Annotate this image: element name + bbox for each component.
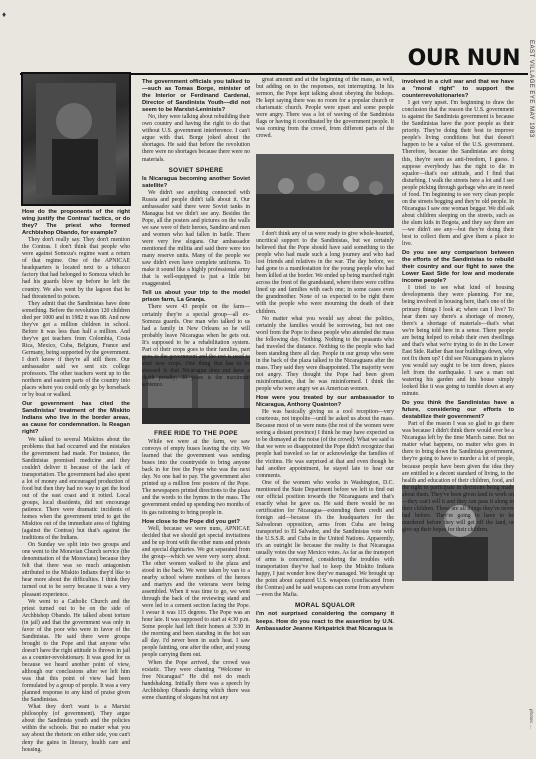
- answer-paragraph: No matter what you would say about the politics, certainly the families would be sorrowing, but not one word from the Pope to these people who attended the mass the following day. Nothing. Nothing to the peasants who had traveled the distance. Nothing to the people who had been standing there all day. People in our group who were in the back of the plaza talked to the Nicaraguans after the mass. They said they were disappointed. The majority were not angry. They thought the Pope had been given misinformation, that he was misinformed. I think the people who were angry we as American women.: [256, 315, 394, 393]
- section-heading: FREE RIDE TO THE POPE: [154, 430, 238, 437]
- question: Do you see any comparison between the efforts of the Sandinistas to rebuild their country and our fight to save the Lower East Side for low and moderate income people?: [402, 250, 514, 285]
- question: How were you treated by our ambassador to Nicaragua, Anthony Quainton?: [256, 395, 394, 409]
- question: How close to the Pope did you get?: [142, 518, 240, 525]
- question: I'm not surprised considering the company it keeps. How do you react to the assertion by U.N. Ambassador Jeanne Kirkpatrick that Nicaragua is: [256, 611, 394, 632]
- photo-crowd: [256, 154, 394, 228]
- article-title: OUR NUN: [407, 46, 520, 71]
- corner-mark: ♦: [2, 10, 7, 19]
- answer-paragraph: There were 43 people on the farm—certainly they're a special group—all ex-Somoza guards. One man who talked to us had a family in New Orleans so he will probably leave Nicaragua when he gets out. It's supposed to be a rehabilitation system. Part of their crops goes to their families, part goes to the government and the rest is used to start new crops. One thing that has to be stressed is that Nicaragua does not have a death penalty; 30 years is the maximum sentence.: [142, 304, 250, 388]
- question: Is Nicaragua becoming another Soviet satellite?: [142, 175, 250, 189]
- photo-crowd-image: [256, 154, 394, 228]
- section-heading: SOVIET SPHERE: [168, 166, 224, 174]
- question: involved in a civil war and that we have a "moral right" to support the counterrevolutionaries?: [402, 79, 514, 100]
- answer-paragraph: They don't really say. They don't mention the Contras. I don't think that people who were against Somoza's regime want a return of that regime. One of the APNICAE headquarters is located next to a tobacco factory that had belonged to Somoza which he had his guards blow up before he left the country. We also went by the lagoon that he had threatened to poison.: [22, 237, 130, 300]
- column-2-lower: [142, 427, 250, 702]
- answer-paragraph: They admit that the Sandinistas have done something. Before the revolution 120 children died per 1000 and in 1982 it was 88. And now they've got a million children in school. Before it was less than half a million. And they've got teachers from Colombia, Costa Rica, Mexico, Cuba, Belgium, France and Germany, being supported by the government. I don't know if they're all still there. Our ambassador said we sent six college professors. The other teachers went up to the northern and eastern parts of the country into places where you could only go by horseback or by boat or walked.: [22, 300, 130, 399]
- answer-paragraph: On Sunday we split into two groups and one went to the Moravian Church service (the denomination of the Moravians) because they felt that there was so much antagonism attributed to the Miskito Indians they'd like to hear more about the difficulties. I think they turned out to be sorry because it was a very pleasant experience.: [22, 542, 130, 598]
- photo-archbishop: [22, 73, 130, 205]
- question: Tell us about your trip to the model prison farm, La Granja.: [142, 290, 250, 304]
- answer-paragraph: great amount and at the beginning of the mass, as well, but adding on to the responses, not interrupting. In his sermon, the Pope kept talking about obeying the bishops. He kept saying there was no room for a popular church or charismatic church. People were upset and some people were angry. There was a lot of waving of the Sandinista flags or having it coordinated by the government people. It was coming from the crowd, from different parts of the crowd.: [256, 77, 394, 140]
- answer-paragraph: I tried to see what kind of housing developments they were planning. For me, being involved in housing here, that's one of the primary things I look at; where can I live? To hear them say there's a shortage of money, there's a shortage of materials—that's what we're being told here in a sense. There people are being helped to rehab their own dwellings and that's what we're trying to do in the Lower East Side. Rather than tear buildings down, why not fix them up? I did see Nicaraguans in places you would say ought to be torn down, places left from the earthquake. I saw a man out watering his garden and his house simply looked like it was going to tumble down at any minute.: [402, 285, 514, 398]
- section-heading: MORAL SQUALOR: [294, 602, 356, 610]
- column-2: [142, 77, 251, 388]
- question: Our government has cited the Sandinistas' treatment of the Miskito Indians who live in the border areas, as cause for condemnation. Is Reagan right?: [22, 401, 130, 436]
- answer-paragraph: What they don't want is a Marxist philosophy (of government). They argue about the Sandinista youth and the policies within the schools. But no matter what you say about the rhetoric on either side, you can't deny the gains in literacy, health care and housing.: [22, 704, 130, 753]
- question: The government officials you talked to—such as Tomas Borge, minister of the Interior or Ferdinand Cardenal, Director of Sandinista Youth—did not seem to be Marxist-Leninists?: [142, 79, 250, 114]
- answer-paragraph: He was basically giving us a cool reception—very courteous, not impolite—until he asked us about the mass. Because most of us were nuns (the rest of the women were seeing a distant province) I think he may have expected us to be dismayed at the noise (of the crowd). What we said is that we were so disappointed the Pope didn't recognize that people had traveled so far or acknowledge the families of the victims. He was surprised at that and even though he had another appointment, he stayed late to hear our comments.: [256, 409, 394, 479]
- column-3-lower: [256, 231, 394, 633]
- answer-paragraph: Part of the reason I was so glad to go there was because I didn't think there would ever be a Nicaragua left by the time March came. But no matter what happens, no matter who goes in there to bring down the Sandinista government, they're going to have to murder a lot of people, because people have been given the idea they are entitled to a decent standard of living, to the health and education of their children, food, and the right to participate in decisions being made about them. They've been given land to work on—they can't sell it and they can pass it along to their children. These are all things they've never had before. They're going to have to be murdered before they will get off the land, or give up their hopes for their children.: [402, 421, 514, 533]
- answer-paragraph: When the Pope arrived, the crowd was ecstatic. They were chanting "Welcome to free Nicaragua!" He did not do much handshaking. Initially there was a speech by Archbishop Obando during which there was some chanting of slogans but not any: [142, 659, 250, 701]
- column-3-upper: [256, 77, 394, 153]
- photo-credit: photos: ...: [529, 709, 534, 729]
- answer-paragraph: One of the women who works in Washington, D.C. mentioned the State Department before we left to find out our official position towards the Nicaraguans and that's exactly what he gave us. He said there would be no certification for Nicaragua—extending them credit and foreign aid—because it's the headquarters for the Salvadoran opposition, arms from Cuba are being transported to El Salvador, and the Sandinistas vote with the U.S.S.R. and Cuba in the United Nations. Apparently, it's an outright lie because the reality is that Nicaragua usually votes the way Mexico votes. As far as the transport of arms is concerned, considering the troubles with transportation they've had to keep the Miskito Indians happy, I just wonder how they've managed. We brought up the point about captured U.S. weapons (confiscated from the Contras) and he said weapons can come from anywhere—even the Mafia.: [256, 479, 394, 599]
- page-folio: EAST VILLAGE EYE MAY 1983: [528, 40, 534, 138]
- answer-paragraph: We didn't see anything connected with Russia and people didn't talk about it. Our ambassador said there were Soviet tanks in Managua but we didn't see any. Besides the Pope, all the posters and pictures on the walls we saw were of their heroes, Sandino and men and women who had fallen in battle. There were very few slogans. Our ambassador mentioned the militia and said there were too many reserve units. Many of the people we saw didn't even have complete uniforms. To make it sound like a highly professional army that is well-equipped is just a little bit exaggerated.: [142, 189, 251, 288]
- column-4: [402, 77, 514, 533]
- answer-paragraph: I get very upset. I'm beginning to draw the conclusion that the reason the U.S. government is against the Sandinista government is because the Sandinistas have the poor people as their priority. They're doing their best to improve people's living conditions but that doesn't happen to be a value of the U.S. government. Therefore, because the Sandinistas are doing this, they're seen as anti-freedom, I guess. I suppose everybody has the right to die in squalor—that's our attitude, and I find that disturbing. I walk the streets here a lot and I see people picking through garbage who are in need of food. I'm beginning to see very clean people on the streets begging and they're old people. In Nicaragua I saw one woman beggar. We did ask about children sleeping on the streets, such as the slum kids in Bogota, and they say there are—we didn't see any—but they're doing their best to collect them and give them a place to live.: [402, 100, 514, 248]
- column-1: [22, 207, 130, 754]
- answer-paragraph: I don't think any of us were ready to give whole-hearted, uncritical support to the Sandinistas, but we certainly believed that the Pope should have said something to the people who had made such a long journey and who had lost friends and relatives in the war. The day before, we had gone to a manifestation for the young people who had been killed at the border. We ended up being marched right across the front of the grandstand, where there were coffins lined up and families with each one; in some cases even the grandmother. None of us expected to be right there with the people who were mourning the death of their children.: [256, 231, 394, 315]
- question: How do the proponents of the right wing justify the Contras' tactics, or do they? The priest who formed Archbishop Obando, for example?: [22, 209, 130, 237]
- answer-paragraph: We went to a Catholic Church and the priest turned out to be on the side of Archbishop Obando. He talked about torture (in jail) and that the government was only in favor of the poor who were in favor of the Sandinistas. He said there were groups brought to the Pope and that anyone who doesn't have the right attitude is thrown in jail as a counter-revolutionary. It was good for us because we heard another point of view, although our conclusions after we left him was that this point of view had been formulated by a group of people. It was a very planned response to any kind of praise given the Sandinistas.: [22, 598, 130, 704]
- question: Do you think the Sandinistas have a future, considering our efforts to destabilize their government?: [402, 400, 514, 421]
- answer-paragraph: Well, because we were nuns, APNICAE decided that we should get special invitations and be up front with the other nuns and priests and special dignitaries. We got separated from the group—which we were very sorry about. The other women walked to the plaza and stood in the back. We were taken by van to a nearby school where mothers of the heroes and martyrs and the veterans were being assembled. When it was time to go, we went through the back of the reviewing stand and were led to a cement section facing the Pope. I swear it was 115 degrees. The Pope was an hour late. It was supposed to start at 4:30 p.m. Some people had left their homes at 3:30 in the morning and been standing in the hot sun all day. I'd never been in such heat. I saw people fainting, one after the other, and young people carrying them out.: [142, 525, 250, 659]
- answer-paragraph: While we were at the farm, we saw convoys of empty buses leaving the city. We learned that the government was sending buses into the countryside to bring anyone back in for free the Pope who was the next day. No one had to pay. The government also printed up a million free posters of the Pope. The newspapers printed directions to the plaza and the words to the hymns in the mass. The government ended up spending two months of its gas rationing to bring people in.: [142, 439, 250, 516]
- answer-paragraph: We talked to several Miskitos about the problems that had occurred and the mistakes the government had made. For instance, the Sandinistas promised medicine and they couldn't deliver it because of the lack of transportation. The government had also spent a lot of money and encouraged production of food but then they had no way to get the food out of the east coast and it rotted. Local groups, local dissidents, did not encourage patience. There were dramatic incidents of homes when the government tried to get the Miskitos out of the immediate area of fighting (against the Contras) but that's against the traditions of the Indians.: [22, 436, 130, 542]
- answer-paragraph: No, they were talking about rebuilding their own country and having the right to do that without U.S. government interference. I can't argue with that. Borge joked about the shortages. He said that before the revolution there were no shortages because there were no materials.: [142, 114, 250, 163]
- photo-archbishop-image: [22, 73, 130, 205]
